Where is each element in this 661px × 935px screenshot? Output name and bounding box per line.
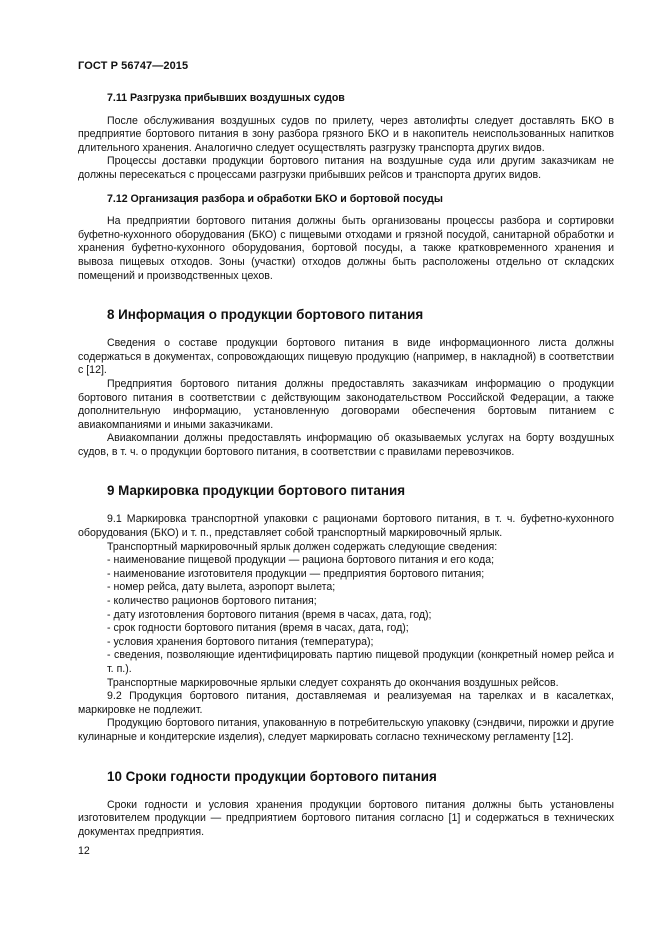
list-item: - наименование пищевой продукции — рациона бортового питания и его кода; [107, 554, 495, 567]
subsection-title: 7.11 Разгрузка прибывших воздушных судов [107, 92, 345, 104]
paragraph: Предприятия бортового питания должны предоставлять заказчикам информацию о продукции бортового питания в соответствии с действующим законодательством Российской Федерации, а также дополнительную информацию, установленную договорами обеспечения бортовым питанием с авиакомпаниями и иными заказчиками. [78, 377, 614, 431]
paragraph: 9.2 Продукция бортового питания, доставляемая и реализуемая на тарелках и в касалетках, маркировке не подлежит. [78, 690, 614, 716]
paragraph: 9.1 Маркировка транспортной упаковки с рационами бортового питания, в т. ч. буфетно-кухонного оборудования (БКО) и т. п., представляет собой транспортный маркировочный ярлык. [78, 513, 614, 540]
list-item: - наименование изготовителя продукции — предприятия бортового питания; [107, 567, 485, 580]
section-title: 8 Информация о продукции бортового питания [107, 307, 424, 323]
list-item: - количество рационов бортового питания; [107, 595, 317, 608]
section-8 [78, 307, 614, 459]
paragraph: После обслуживания воздушных судов по прилету, через автолифты следует доставлять БКО в предприятие бортового питания в зону разбора грязного БКО и в накопитель неиспользованных напитков длительного хранения. Аналогично следует осуществлять разгрузку транспорта других видов. [78, 114, 614, 154]
paragraph: Сведения о составе продукции бортового питания в виде информационного листа должны содержаться в документах, сопровождающих пищевую продукцию (например, в накладной) в соответствии с [12]. [78, 337, 614, 377]
paragraph: Транспортные маркировочные ярлыки следует сохранять до окончания воздушных рейсов. [107, 676, 559, 689]
paragraph: На предприятии бортового питания должны быть организованы процессы разбора и сортировки буфетно-кухонного оборудования (БКО) с пищевыми отходами и грязной посудой, санитарной обработки и хранения буфетно-кухонного оборудования, бортовой посуды, а также кратковременного хранения и вывоза пищевых отходов. Зоны (участки) отходов должны быть расположены отдельно от складских помещений и производственных цехов. [78, 215, 614, 282]
paragraph: Сроки годности и условия хранения продукции бортового питания должны быть установлены изготовителем продукции — предприятием бортового питания согласно [1] и содержаться в технических документах предприятия. [78, 798, 614, 838]
section-7-11 [78, 92, 614, 183]
paragraph: Продукцию бортового питания, упакованную в потребительскую упаковку (сэндвичи, пирожки и другие кулинарные и кондитерские изделия), следует маркировать согласно техническому регламенту [12]. [78, 717, 614, 743]
list-item: - дату изготовления бортового питания (время в часах, дата, год); [107, 608, 432, 621]
page-content [78, 92, 614, 839]
label-contents-list [78, 554, 614, 676]
paragraph: Транспортный маркировочный ярлык должен содержать следующие сведения: [107, 540, 498, 553]
section-10 [78, 769, 614, 840]
section-title: 10 Сроки годности продукции бортового питания [107, 768, 437, 784]
list-item: - сведения, позволяющие идентифицировать партию пищевой продукции (конкретный номер рейса и т. п.). [107, 649, 614, 675]
paragraph: Процессы доставки продукции бортового питания на воздушные суда или другим заказчикам не должны пересекаться с процессами разгрузки прибывших рейсов и транспорта других видов. [78, 155, 614, 181]
subsection-title: 7.12 Организация разбора и обработки БКО и бортовой посуды [107, 192, 443, 205]
list-item: - срок годности бортового питания (время в часах, дата, год); [107, 622, 409, 635]
page-number: 12 [78, 845, 90, 857]
list-item: - условия хранения бортового питания (температура); [107, 635, 374, 648]
standard-header: ГОСТ Р 56747—2015 [78, 60, 189, 72]
list-item: - номер рейса, дату вылета, аэропорт вылета; [107, 581, 336, 594]
paragraph: Авиакомпании должны предоставлять информацию об оказываемых услугах на борту воздушных судов, в т. ч. о продукции бортового питания, в соответствии с правилами перевозчиков. [78, 432, 614, 458]
section-9 [78, 483, 614, 744]
section-title: 9 Маркировка продукции бортового питания [107, 483, 406, 499]
section-7-12 [78, 193, 614, 284]
